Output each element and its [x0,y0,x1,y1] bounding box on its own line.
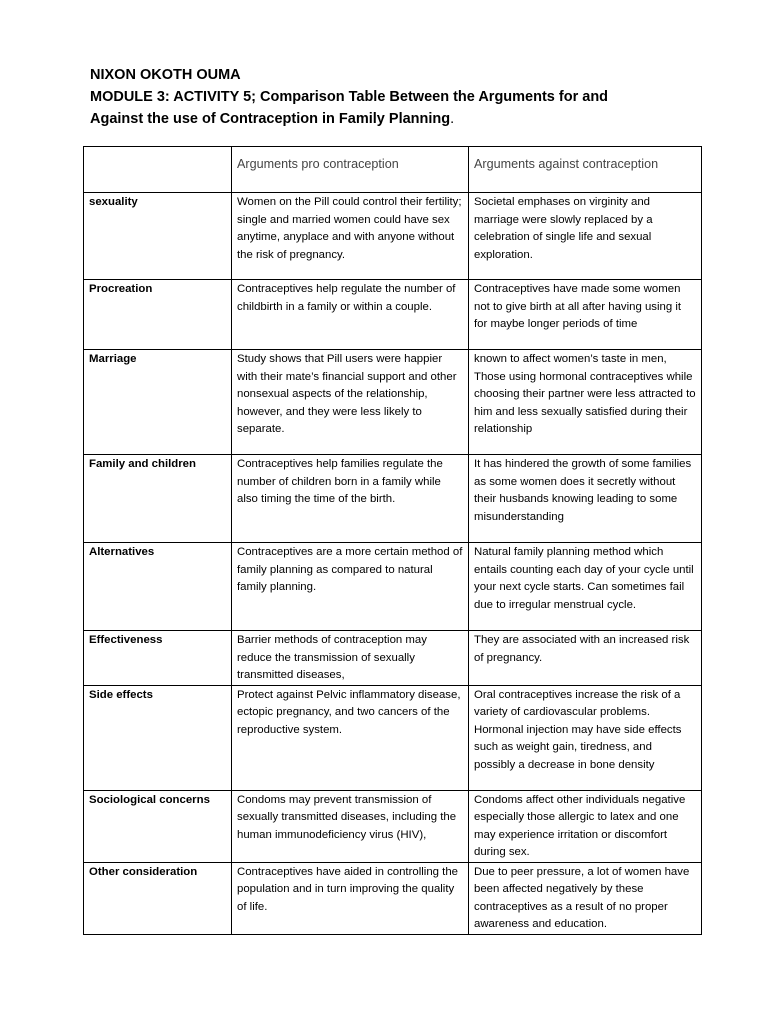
document-heading [90,64,690,130]
header-cell-pro: Arguments pro contraception [232,147,469,193]
row-label: Side effects [84,685,232,790]
header-cell-against: Arguments against contraception [469,147,702,193]
row-label: Other consideration [84,862,232,934]
against-cell: Contraceptives have made some women not to give birth at all after having using it for maybe longer periods of time [469,280,702,350]
table-row [84,543,702,631]
pro-cell: Condoms may prevent transmission of sexually transmitted diseases, including the human immunodeficiency virus (HIV), [232,790,469,862]
table-row [84,790,702,862]
pro-cell: Study shows that Pill users were happier with their mate’s financial support and other nonsexual aspects of the relationship, however, and they were less likely to separate. [232,350,469,455]
comparison-table [83,146,702,935]
table-row [84,685,702,790]
pro-cell: Contraceptives are a more certain method of family planning as compared to natural family planning. [232,543,469,631]
table-row [84,280,702,350]
title-period: . [450,111,455,127]
table-row [84,862,702,934]
row-label: Alternatives [84,543,232,631]
against-cell: known to affect women’s taste in men, Those using hormonal contraceptives while choosing their partner were less attracted to him and less sexually satisfied during their relationship [469,350,702,455]
table-row [84,631,702,686]
against-cell: Natural family planning method which entails counting each day of your cycle until your next cycle starts. Can sometimes fail due to irregular menstrual cycle. [469,543,702,631]
title-line-2-text: Against the use of Contraception in Family Planning [90,111,451,127]
pro-cell: Contraceptives have aided in controlling the population and in turn improving the quality of life. [232,862,469,934]
pro-cell: Women on the Pill could control their fertility; single and married women could have sex anytime, anyplace and with anyone without the risk of pregnancy. [232,193,469,280]
title-line-1: MODULE 3: ACTIVITY 5; Comparison Table Between the Arguments for and [90,89,609,105]
row-label: Marriage [84,350,232,455]
header-cell-topic [84,147,232,193]
row-label: Procreation [84,280,232,350]
against-cell: They are associated with an increased risk of pregnancy. [469,631,702,686]
row-label: sexuality [84,193,232,280]
pro-cell: Protect against Pelvic inflammatory disease, ectopic pregnancy, and two cancers of the reproductive system. [232,685,469,790]
against-cell: Condoms affect other individuals negative especially those allergic to latex and one may experience irritation or discomfort during sex. [469,790,702,862]
against-cell: Due to peer pressure, a lot of women have been affected negatively by these contraceptives as a result of no proper awareness and education. [469,862,702,934]
against-cell: Oral contraceptives increase the risk of a variety of cardiovascular problems. Hormonal injection may have side effects such as weight gain, tiredness, and possibly a decrease in bone density [469,685,702,790]
against-cell: Societal emphases on virginity and marriage were slowly replaced by a celebration of single life and sexual exploration. [469,193,702,280]
against-cell: It has hindered the growth of some families as some women does it secretly without their husbands knowing leading to some misunderstanding [469,455,702,543]
pro-cell: Barrier methods of contraception may reduce the transmission of sexually transmitted diseases, [232,631,469,686]
row-label: Sociological concerns [84,790,232,862]
table-header-row [84,147,702,193]
row-label: Family and children [84,455,232,543]
table-row [84,455,702,543]
table-row [84,350,702,455]
author-name: NIXON OKOTH OUMA [90,67,241,83]
title-line-2 [90,108,690,130]
pro-cell: Contraceptives help families regulate the number of children born in a family while also timing the time of the birth. [232,455,469,543]
table-row [84,193,702,280]
pro-cell: Contraceptives help regulate the number of childbirth in a family or within a couple. [232,280,469,350]
row-label: Effectiveness [84,631,232,686]
